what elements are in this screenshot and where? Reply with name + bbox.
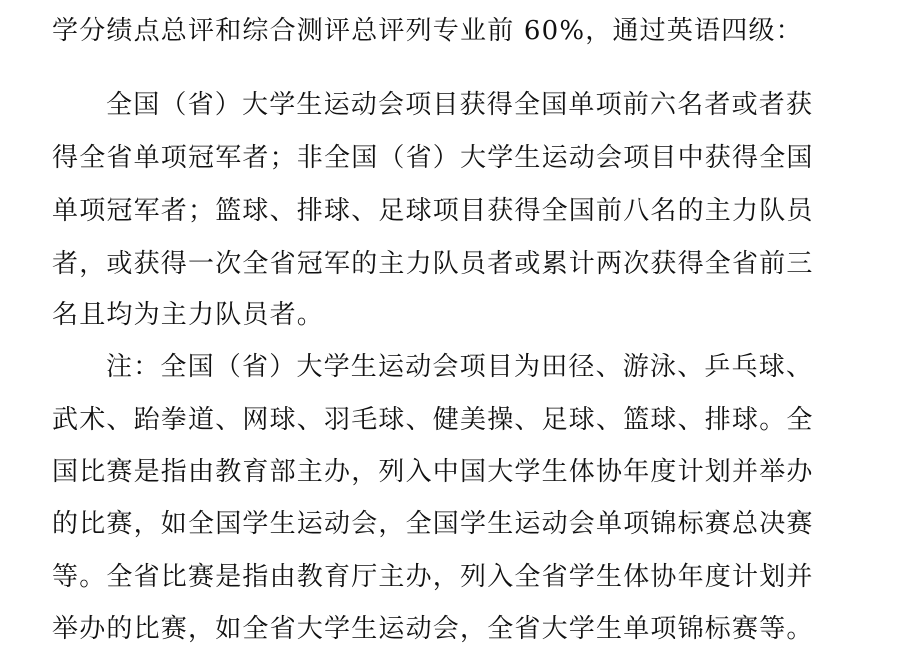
text-line-12: 举办的比赛，如全省大学生运动会，全省大学生单项锦标赛等。 <box>52 614 814 644</box>
text-line-8: 武术、跆拳道、网球、羽毛球、健美操、足球、篮球、排球。全 <box>52 405 814 435</box>
text-line-6: 名且均为主力队员者。 <box>52 300 325 330</box>
text-line-9: 国比赛是指由教育部主办，列入中国大学生体协年度计划并举办 <box>52 457 814 487</box>
text-line-11: 等。全省比赛是指由教育厅主办，列入全省学生体协年度计划并 <box>52 562 814 592</box>
text-line-4: 单项冠军者；篮球、排球、足球项目获得全国前八名的主力队员 <box>52 196 814 226</box>
text-line-2: 全国（省）大学生运动会项目获得全国单项前六名者或者获 <box>106 90 814 120</box>
text-line-5: 者，或获得一次全省冠军的主力队员者或累计两次获得全省前三 <box>52 249 814 279</box>
text-line-3: 得全省单项冠军者；非全国（省）大学生运动会项目中获得全国 <box>52 143 814 173</box>
text-line-7: 注：全国（省）大学生运动会项目为田径、游泳、乒乓球、 <box>106 352 814 382</box>
text-line-10: 的比赛，如全国学生运动会，全国学生运动会单项锦标赛总决赛 <box>52 509 814 539</box>
text-line-1: 学分绩点总评和综合测评总评列专业前 60%，通过英语四级： <box>52 16 803 46</box>
